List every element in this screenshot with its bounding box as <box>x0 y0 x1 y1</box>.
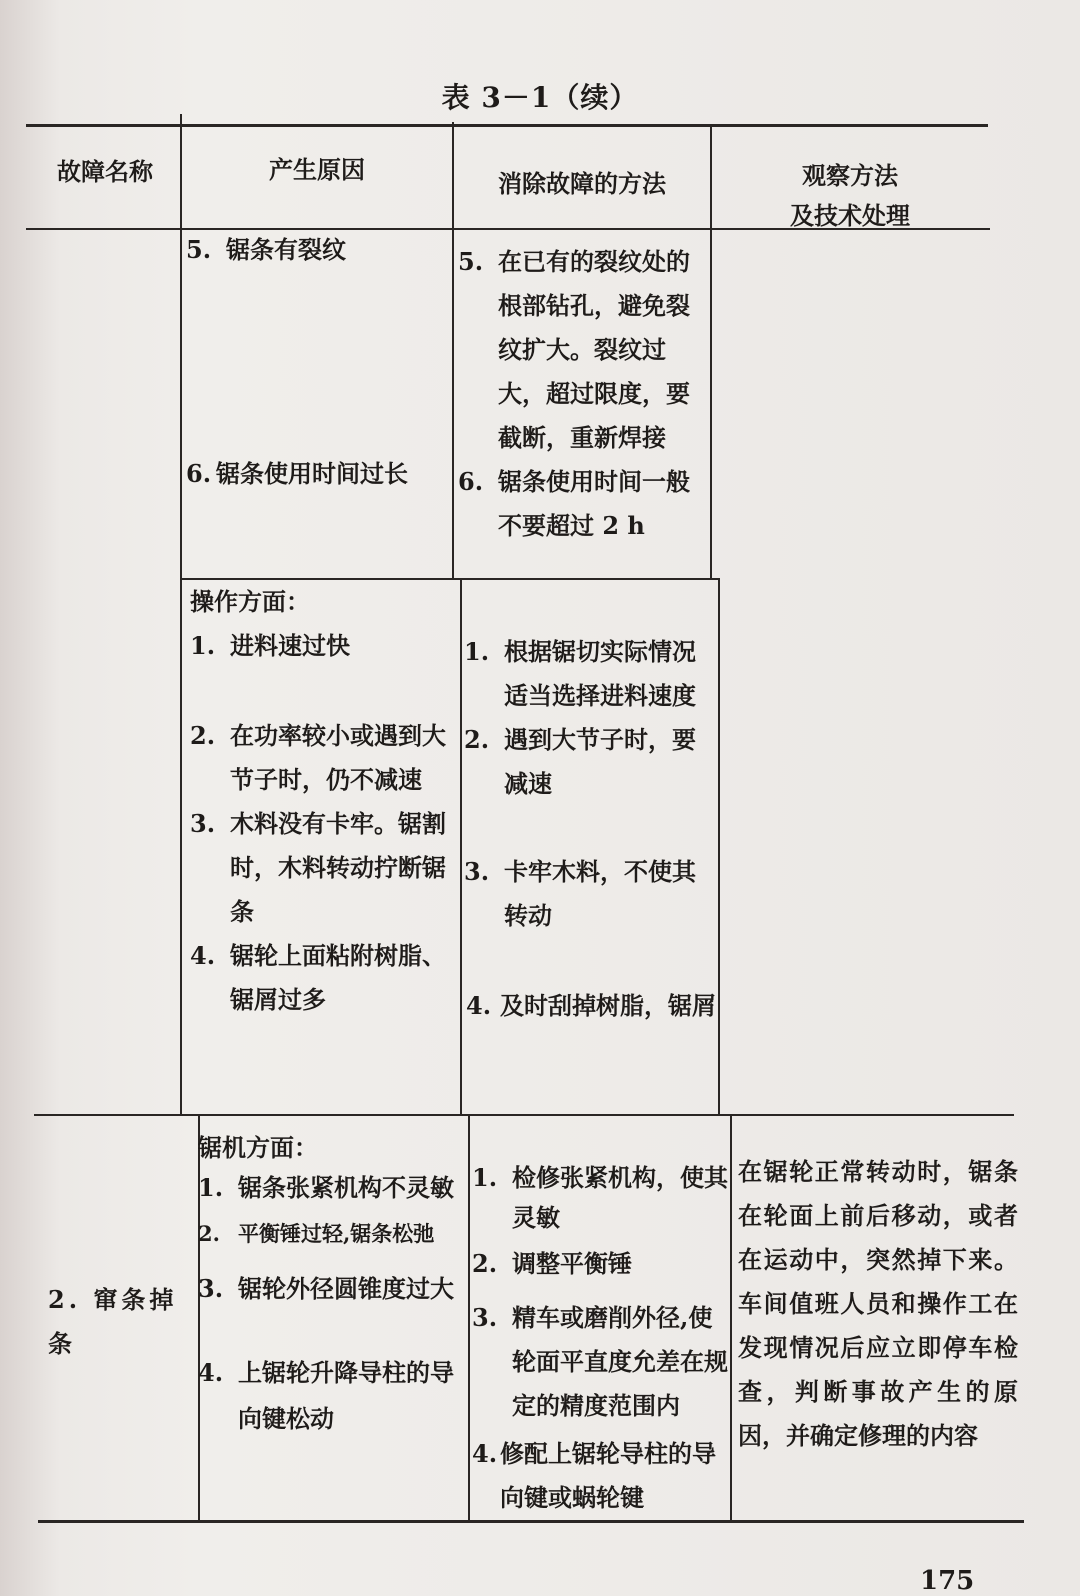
column-divider-3b <box>718 578 720 1114</box>
item-number: 5. <box>186 235 212 264</box>
item-text: 锯条使用时间一般不要超过 2 h <box>498 467 690 540</box>
item-number: 5. <box>458 247 484 276</box>
item-text: 木料没有卡牢。锯割时，木料转动拧断锯条 <box>230 809 446 926</box>
item-text: 锯条有裂纹 <box>226 235 346 264</box>
item-text: 锯轮上面粘附树脂、锯屑过多 <box>230 941 446 1014</box>
item-text: 在功率较小或遇到大节子时，仍不减速 <box>230 721 446 794</box>
item-text: 平衡锤过轻,锯条松弛 <box>238 1221 435 1246</box>
block3-observation: 在锯轮正常转动时，锯条在轮面上前后移动，或者在运动中，突然掉下来。车间值班人员和操作工在发现情况后应立即停车检查，判断事故产生的原因，并确定修理的内容 <box>738 1157 1018 1450</box>
block1-cause-6 <box>186 452 452 496</box>
item-text: 遇到大节子时，要减速 <box>504 725 696 798</box>
list-item <box>472 1244 730 1284</box>
item-number: 1. <box>472 1163 498 1192</box>
item-text: 进料速过快 <box>230 631 350 660</box>
item-number: 4. <box>198 1358 224 1387</box>
block3-methods <box>472 1158 730 1520</box>
block2-method-1 <box>464 630 718 718</box>
block1-method-6 <box>458 460 710 548</box>
group-title: 操作方面： <box>190 587 310 616</box>
item-number: 4. <box>472 1439 498 1468</box>
header-fault-name: 故障名称 <box>57 157 153 186</box>
table-top-rule <box>26 124 988 127</box>
block2-method-2 <box>464 718 718 806</box>
block1-method-5 <box>458 240 710 460</box>
list-item <box>198 1350 468 1442</box>
item-number: 3. <box>198 1274 224 1303</box>
list-item <box>472 1158 730 1238</box>
block2-bottom-rule <box>34 1114 1014 1116</box>
item-text: 修配上锯轮导柱的导向键或蜗轮键 <box>500 1439 716 1512</box>
item-text: 精车或磨削外径,使轮面平直度允差在规定的精度范围内 <box>512 1303 728 1420</box>
item-number: 2. <box>464 725 490 754</box>
list-item <box>190 934 458 1022</box>
item-text: 在已有的裂纹处的根部钻孔，避免裂纹扩大。裂纹过大，超过限度，要截断，重新焊接 <box>498 247 690 452</box>
item-number: 4. <box>466 991 492 1020</box>
item-text: 调整平衡锤 <box>512 1249 632 1278</box>
column-divider-3c <box>730 1114 732 1522</box>
item-number: 1. <box>190 631 216 660</box>
list-item <box>472 1296 730 1428</box>
header-observe-line2: 及技术处理 <box>790 201 910 230</box>
page-number: 175 <box>920 1566 975 1596</box>
block3-fault-name: 2. 窜条掉条 <box>48 1285 178 1358</box>
group-title: 锯机方面： <box>198 1133 318 1162</box>
item-text: 根据锯切实际情况适当选择进料速度 <box>504 637 696 710</box>
column-divider-1 <box>180 114 182 1114</box>
item-number: 6. <box>186 459 212 488</box>
list-item <box>190 624 458 668</box>
block2-causes <box>190 580 458 1022</box>
item-text: 及时刮掉树脂，锯屑 <box>500 991 716 1020</box>
list-item <box>190 714 458 802</box>
block1-cause-5 <box>186 228 450 272</box>
block3-causes <box>198 1128 468 1442</box>
item-number: 6. <box>458 467 484 496</box>
block2-method-4 <box>466 984 718 1028</box>
header-observe-line1: 观察方法 <box>802 161 898 190</box>
item-number: 3. <box>464 857 490 886</box>
block2-method-3 <box>464 850 718 938</box>
item-text: 上锯轮升降导柱的导向键松动 <box>238 1358 454 1433</box>
table-bottom-rule <box>38 1520 1024 1523</box>
item-text: 锯轮外径圆锥度过大 <box>238 1274 454 1303</box>
column-divider-2c <box>468 1114 470 1522</box>
list-item <box>198 1266 468 1312</box>
list-item <box>198 1214 468 1254</box>
item-number: 3. <box>190 809 216 838</box>
header-cause: 产生原因 <box>269 155 365 184</box>
header-method: 消除故障的方法 <box>498 169 666 198</box>
item-number: 3. <box>472 1303 498 1332</box>
item-number: 1. <box>464 637 490 666</box>
item-text: 卡牢木料，不使其转动 <box>504 857 696 930</box>
item-number: 1. <box>198 1173 224 1202</box>
item-text: 检修张紧机构，使其灵敏 <box>512 1163 728 1232</box>
list-item <box>190 802 458 934</box>
item-text: 锯条使用时间过长 <box>216 459 408 488</box>
table-caption: 表 3－1（续） <box>441 81 639 114</box>
item-text: 锯条张紧机构不灵敏 <box>238 1173 454 1202</box>
item-number: 4. <box>190 941 216 970</box>
list-item <box>472 1432 730 1520</box>
list-item <box>198 1168 468 1208</box>
column-divider-2b <box>460 578 462 1114</box>
item-number: 2. <box>472 1249 498 1278</box>
item-number: 2. <box>190 721 216 750</box>
item-number: 2. <box>198 1221 220 1246</box>
